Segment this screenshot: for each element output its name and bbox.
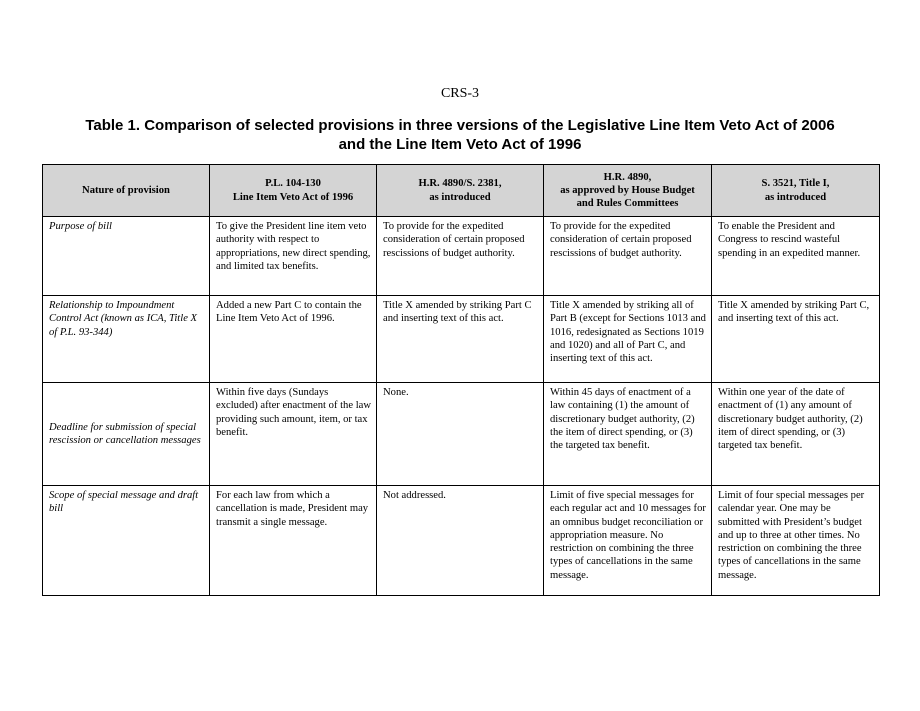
header-row	[43, 165, 880, 217]
s3521-cell: Limit of four special messages per calendar year. One may be submitted with President’s budget and up to three at other times. No restriction on combining the three types of cancellations in the same message.	[712, 486, 880, 596]
header-text: P.L. 104-130	[265, 178, 321, 190]
table-row-purpose	[43, 217, 880, 296]
header-hr4890-approved	[544, 165, 712, 217]
comparison-table	[42, 164, 880, 596]
table-title-line-1: Table 1. Comparison of selected provisions in three versions of the Legislative Line Item Veto Act of 2006	[85, 117, 835, 134]
hr4890-approved-cell: Limit of five special messages for each regular act and 10 messages for an omnibus budget reconciliation or appropriation measure. No restriction on combining the three types of cancellations in the same message.	[544, 486, 712, 596]
header-text: S. 3521, Title I,	[761, 178, 830, 190]
page-number: CRS-3	[440, 86, 480, 101]
header-text: as introduced	[764, 191, 827, 203]
s3521-cell: Title X amended by striking Part C, and inserting text of this act.	[712, 296, 880, 383]
header-text: as approved by House Budget	[560, 184, 695, 196]
provision-cell: Deadline for submission of special rescission or cancellation messages	[43, 383, 210, 486]
pl104-cell: Added a new Part C to contain the Line Item Veto Act of 1996.	[210, 296, 377, 383]
pl104-cell: To give the President line item veto authority with respect to appropriations, new direct spending, and limited tax benefits.	[210, 217, 377, 296]
header-text: H.R. 4890,	[603, 171, 652, 183]
table-title	[40, 116, 880, 154]
table-row-relationship-ica	[43, 296, 880, 383]
header-text: as introduced	[429, 191, 491, 203]
table-row-scope	[43, 486, 880, 596]
hr4890-introduced-cell: Not addressed.	[377, 486, 544, 596]
header-pl-104-130	[210, 165, 377, 217]
header-nature-of-provision	[43, 165, 210, 217]
provision-cell: Scope of special message and draft bill	[43, 486, 210, 596]
header-text: Nature of provision	[82, 184, 170, 196]
pl104-cell: For each law from which a cancellation is made, President may transmit a single message.	[210, 486, 377, 596]
header-text: and Rules Committees	[576, 198, 679, 210]
provision-cell: Purpose of bill	[43, 217, 210, 296]
provision-cell: Relationship to Impoundment Control Act (known as ICA, Title X of P.L. 93-344)	[43, 296, 210, 383]
table-title-line-2: and the Line Item Veto Act of 1996	[338, 136, 582, 153]
hr4890-introduced-cell: To provide for the expedited consideration of certain proposed rescissions of budget authority.	[377, 217, 544, 296]
header-text: Line Item Veto Act of 1996	[232, 191, 354, 203]
hr4890-introduced-cell: None.	[377, 383, 544, 486]
s3521-cell: To enable the President and Congress to rescind wasteful spending in an expedited manner.	[712, 217, 880, 296]
table-row-deadline	[43, 383, 880, 486]
header-text: H.R. 4890/S. 2381,	[418, 178, 502, 190]
hr4890-approved-cell: To provide for the expedited consideration of certain proposed rescissions of budget authority.	[544, 217, 712, 296]
hr4890-approved-cell: Title X amended by striking all of Part B (except for Sections 1013 and 1016, redesignated as Sections 1019 and 1020) and all of Part C, and inserting text of this act.	[544, 296, 712, 383]
pl104-cell: Within five days (Sundays excluded) after enactment of the law providing such amount, item, or tax benefit.	[210, 383, 377, 486]
s3521-cell: Within one year of the date of enactment of (1) any amount of discretionary budget authority, (2) item of direct spending, or (3) targeted tax benefit.	[712, 383, 880, 486]
hr4890-approved-cell: Within 45 days of enactment of a law containing (1) the amount of discretionary budget authority, (2) the item of direct spending, or (3) the targeted tax benefit.	[544, 383, 712, 486]
header-s3521-title-i	[712, 165, 880, 217]
hr4890-introduced-cell: Title X amended by striking Part C and inserting text of this act.	[377, 296, 544, 383]
header-hr4890-s2381-introduced	[377, 165, 544, 217]
